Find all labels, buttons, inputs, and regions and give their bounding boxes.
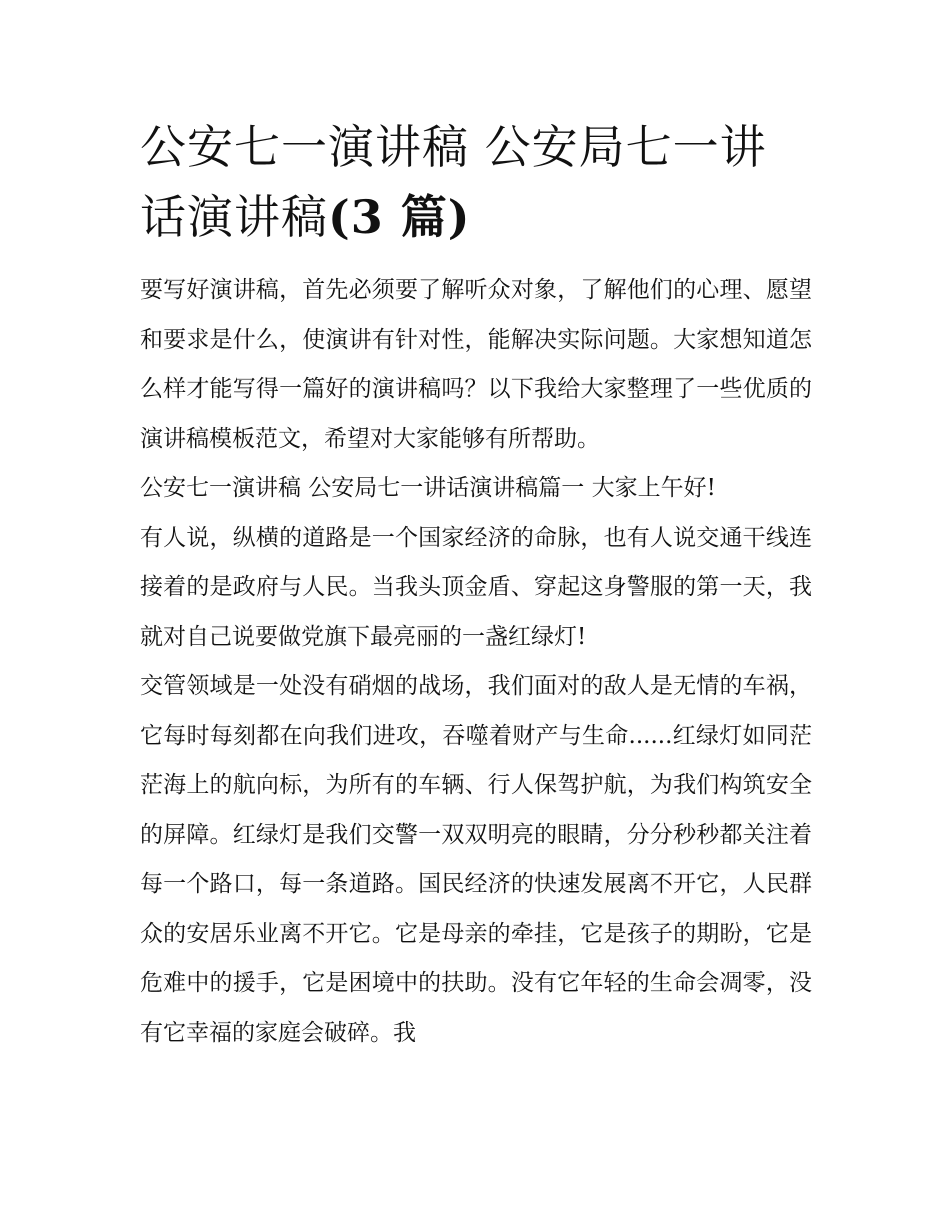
document-content bbox=[140, 112, 812, 1058]
section-heading-paragraph: 公安七一演讲稿 公安局七一讲话演讲稿篇一 大家上午好! bbox=[140, 475, 716, 501]
title-line-1: 公安七一演讲稿 公安局七一讲 bbox=[140, 120, 767, 174]
body-paragraph-1: 有人说，纵横的道路是一个国家经济的命脉，也有人说交通干线连接着的是政府与人民。当我头顶金盾、穿起这身警服的第一天，我就对自己说要做党旗下最亮丽的一盏红绿灯! bbox=[140, 524, 812, 650]
intro-paragraph: 要写好演讲稿，首先必须要了解听众对象，了解他们的心理、愿望和要求是什么，使演讲有针对性，能解决实际问题。大家想知道怎么样才能写得一篇好的演讲稿吗？以下我给大家整理了一些优质的演讲稿模板范文，希望对大家能够有所帮助。 bbox=[140, 277, 812, 452]
title-line-2-suffix: (3 篇) bbox=[328, 190, 471, 244]
body-paragraph-2: 交管领域是一处没有硝烟的战场，我们面对的敌人是无情的车祸，它每时每刻都在向我们进攻，吞噬着财产与生命......红绿灯如同茫茫海上的航向标，为所有的车辆、行人保驾护航，为我们构筑安全的屏障。红绿灯是我们交警一双双明亮的眼睛，分分秒秒都关注着每一个路口，每一条道路。国民经济的快速发展离不开它，人民群众的安居乐业离不开它。它是母亲的牵挂，它是孩子的期盼，它是危难中的援手，它是困境中的扶助。没有它年轻的生命会凋零，没有它幸福的家庭会破碎。我 bbox=[140, 673, 812, 1046]
document-title bbox=[140, 112, 812, 252]
title-line-2-prefix: 话演讲稿 bbox=[140, 190, 328, 244]
